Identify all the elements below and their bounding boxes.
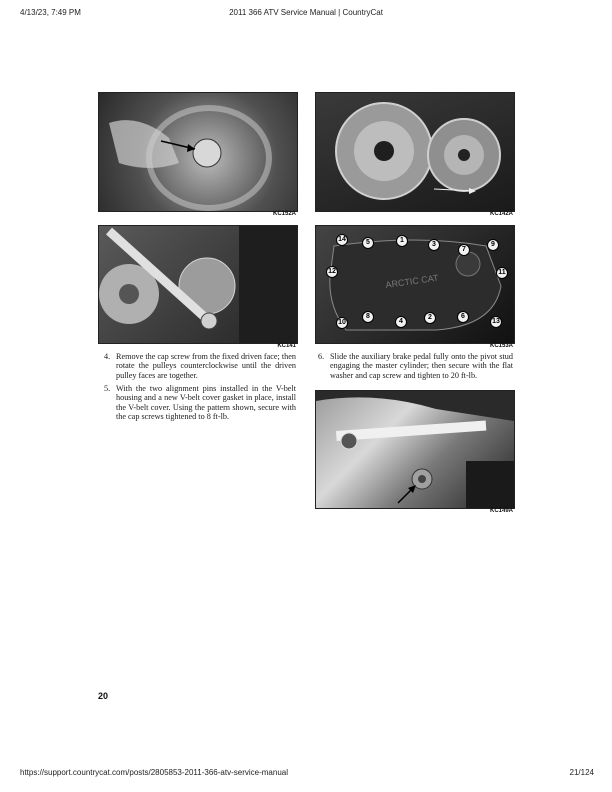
step-text: Remove the cap screw from the fixed driven face; then rotate the pulleys counterclockwise until the driven pulley faces are together.: [116, 352, 296, 380]
print-page-title: 2011 366 ATV Service Manual | CountryCat: [229, 8, 383, 17]
callout-14: 14: [336, 234, 348, 246]
print-page-count: 21/124: [569, 768, 594, 777]
figure-caption: KC142A: [489, 211, 513, 217]
page-number: 20: [98, 691, 109, 701]
callout-12: 12: [326, 266, 338, 278]
callout-7: 7: [458, 244, 470, 256]
callout-13: 13: [490, 316, 502, 328]
cover-logo-text: ARCTIC CAT: [384, 272, 440, 290]
figure-caption: KC149A: [489, 508, 513, 514]
figure-caption: KC153A: [489, 343, 513, 349]
step-4: [104, 352, 296, 380]
figure-caption: KC152A: [272, 211, 296, 217]
step-number: 4.: [104, 352, 111, 361]
callout-8: 8: [362, 311, 374, 323]
step-text: Slide the auxiliary brake pedal fully onto the pivot stud engaging the master cylinder; then secure with the flat washer and cap screw and tighten to 20 ft-lb.: [330, 352, 513, 380]
step-number: 6.: [318, 352, 325, 361]
callout-11: 11: [496, 267, 508, 279]
callout-6: 6: [457, 311, 469, 323]
callout-9: 9: [487, 239, 499, 251]
step-5: [104, 384, 296, 422]
print-url: https://support.countrycat.com/posts/2805853-2011-366-atv-service-manual: [20, 768, 288, 777]
photo-pulleys: [315, 92, 515, 212]
callout-10: 10: [336, 317, 348, 329]
photo-vbelt-cover-pattern: [315, 225, 515, 344]
print-datetime: 4/13/23, 7:49 PM: [20, 8, 81, 17]
callout-1: 1: [396, 235, 408, 247]
callout-2: 2: [424, 312, 436, 324]
callout-4: 4: [395, 316, 407, 328]
photo-driven-pulley-cap-screw: [98, 92, 298, 212]
photo-wrench-pulley: [98, 225, 298, 344]
photo-brake-pedal-pivot: [315, 390, 515, 509]
figure-caption: KC141: [277, 343, 296, 349]
step-number: 5.: [104, 384, 111, 393]
callout-3: 3: [428, 239, 440, 251]
callout-5: 5: [362, 237, 374, 249]
step-text: With the two alignment pins installed in the V-belt housing and a new V-belt cover gasket in place, install the V-belt cover. Using the pattern shown, secure with the cap screws tightened to 8 ft-lb.: [116, 384, 296, 422]
step-6: [318, 352, 513, 380]
